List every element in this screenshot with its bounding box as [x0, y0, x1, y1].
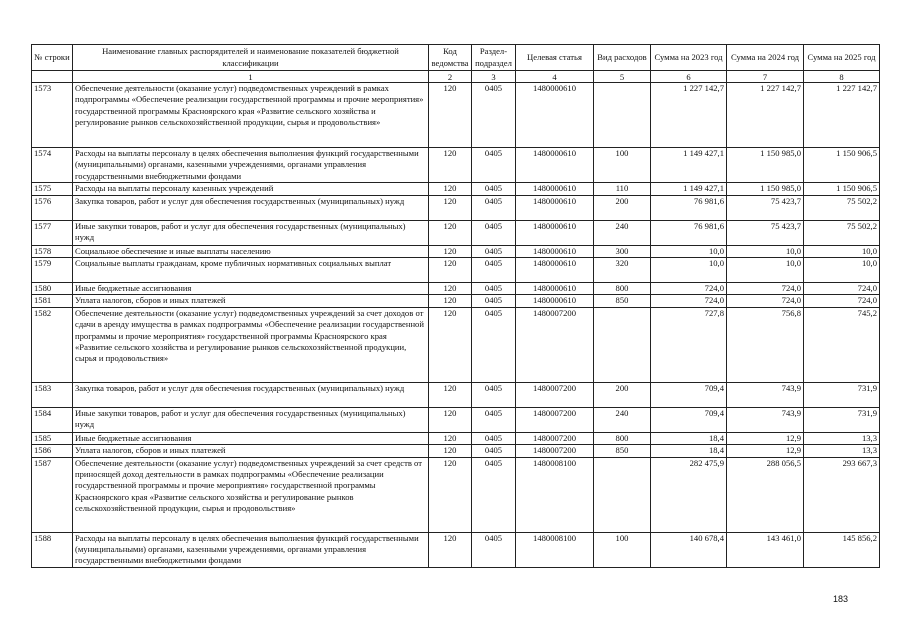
column-index-cell: 7 — [727, 71, 804, 83]
row-sum-2025: 10,0 — [804, 245, 880, 257]
row-name: Расходы на выплаты персоналу казенных учреждений — [73, 183, 429, 195]
row-expense-code: 200 — [594, 382, 651, 407]
row-section-code: 0405 — [472, 307, 516, 382]
row-number: 1586 — [32, 445, 73, 457]
row-number: 1576 — [32, 195, 73, 220]
row-expense-code: 240 — [594, 220, 651, 245]
row-section-code: 0405 — [472, 183, 516, 195]
row-dept-code: 120 — [429, 445, 472, 457]
header-row — [32, 45, 880, 71]
row-sum-2024: 75 423,7 — [727, 220, 804, 245]
row-sum-2023: 1 227 142,7 — [651, 83, 727, 148]
row-section-code: 0405 — [472, 245, 516, 257]
row-number: 1582 — [32, 307, 73, 382]
table-row — [32, 307, 880, 382]
row-sum-2023: 140 678,4 — [651, 532, 727, 567]
table-body — [32, 83, 880, 568]
row-section-code: 0405 — [472, 407, 516, 432]
table-row — [32, 220, 880, 245]
row-sum-2025: 1 150 906,5 — [804, 183, 880, 195]
row-dept-code: 120 — [429, 307, 472, 382]
row-number: 1573 — [32, 83, 73, 148]
row-number: 1583 — [32, 382, 73, 407]
row-sum-2023: 709,4 — [651, 382, 727, 407]
row-name: Иные бюджетные ассигнования — [73, 432, 429, 444]
row-section-code: 0405 — [472, 283, 516, 295]
row-dept-code: 120 — [429, 258, 472, 283]
header-section: Раздел-подраздел — [472, 45, 516, 71]
row-expense-code: 300 — [594, 245, 651, 257]
row-target-code: 1480007200 — [516, 307, 594, 382]
row-sum-2024: 143 461,0 — [727, 532, 804, 567]
row-sum-2024: 288 056,5 — [727, 457, 804, 532]
row-target-code: 1480007200 — [516, 407, 594, 432]
row-number: 1579 — [32, 258, 73, 283]
row-sum-2024: 743,9 — [727, 407, 804, 432]
row-section-code: 0405 — [472, 382, 516, 407]
row-number: 1588 — [32, 532, 73, 567]
row-dept-code: 120 — [429, 532, 472, 567]
row-expense-code: 200 — [594, 195, 651, 220]
row-target-code: 1480000610 — [516, 148, 594, 183]
row-expense-code — [594, 457, 651, 532]
header-target: Целевая статья — [516, 45, 594, 71]
row-expense-code: 800 — [594, 432, 651, 444]
row-target-code: 1480007200 — [516, 432, 594, 444]
row-sum-2024: 756,8 — [727, 307, 804, 382]
row-expense-code: 850 — [594, 295, 651, 307]
row-sum-2025: 13,3 — [804, 432, 880, 444]
row-sum-2024: 743,9 — [727, 382, 804, 407]
row-sum-2024: 12,9 — [727, 445, 804, 457]
table-row — [32, 245, 880, 257]
table-row — [32, 283, 880, 295]
row-number: 1580 — [32, 283, 73, 295]
header-sum-2023: Сумма на 2023 год — [651, 45, 727, 71]
table-row — [32, 432, 880, 444]
row-sum-2024: 724,0 — [727, 295, 804, 307]
row-name: Обеспечение деятельности (оказание услуг) подведомственных учреждений за счет доходов от сдачи в аренду имущества в рамках подпрограммы «Обеспечение реализации государственной программы и прочие мероприятия» государственной программы Красноярского края «Развитие сельского хозяйства и регулирование рынков сельскохозяйственной продукции, сырья и продовольствия» — [73, 307, 429, 382]
table-row — [32, 183, 880, 195]
header-row-no: № строки — [32, 45, 73, 71]
row-name: Иные закупки товаров, работ и услуг для обеспечения государственных (муниципальных) нужд — [73, 407, 429, 432]
column-index-cell: 8 — [804, 71, 880, 83]
row-sum-2023: 18,4 — [651, 432, 727, 444]
row-number: 1578 — [32, 245, 73, 257]
row-target-code: 1480000610 — [516, 245, 594, 257]
row-name: Уплата налогов, сборов и иных платежей — [73, 445, 429, 457]
row-name: Иные закупки товаров, работ и услуг для обеспечения государственных (муниципальных) нужд — [73, 220, 429, 245]
row-sum-2023: 76 981,6 — [651, 220, 727, 245]
row-number: 1577 — [32, 220, 73, 245]
row-sum-2023: 727,8 — [651, 307, 727, 382]
row-section-code: 0405 — [472, 83, 516, 148]
budget-table — [31, 44, 880, 568]
row-sum-2023: 10,0 — [651, 258, 727, 283]
row-name: Расходы на выплаты персоналу в целях обеспечения выполнения функций государственными (муниципальными) органами, казенными учреждениями, органами управления государственными внебюджетными фондами — [73, 148, 429, 183]
column-index-row — [32, 71, 880, 83]
row-dept-code: 120 — [429, 195, 472, 220]
row-sum-2024: 12,9 — [727, 432, 804, 444]
row-dept-code: 120 — [429, 382, 472, 407]
column-index-cell: 1 — [73, 71, 429, 83]
row-target-code: 1480000610 — [516, 258, 594, 283]
table-row — [32, 83, 880, 148]
row-section-code: 0405 — [472, 457, 516, 532]
row-sum-2023: 724,0 — [651, 283, 727, 295]
table-row — [32, 445, 880, 457]
row-sum-2025: 724,0 — [804, 295, 880, 307]
row-section-code: 0405 — [472, 258, 516, 283]
row-target-code: 1480008100 — [516, 532, 594, 567]
row-name: Социальные выплаты гражданам, кроме публичных нормативных социальных выплат — [73, 258, 429, 283]
row-target-code: 1480007200 — [516, 382, 594, 407]
row-dept-code: 120 — [429, 407, 472, 432]
row-sum-2023: 1 149 427,1 — [651, 148, 727, 183]
row-dept-code: 120 — [429, 432, 472, 444]
column-index-cell: 4 — [516, 71, 594, 83]
row-expense-code: 320 — [594, 258, 651, 283]
row-section-code: 0405 — [472, 445, 516, 457]
row-number: 1575 — [32, 183, 73, 195]
row-expense-code: 240 — [594, 407, 651, 432]
column-index-cell: 2 — [429, 71, 472, 83]
row-expense-code: 100 — [594, 532, 651, 567]
row-target-code: 1480008100 — [516, 457, 594, 532]
row-sum-2025: 724,0 — [804, 283, 880, 295]
row-name: Обеспечение деятельности (оказание услуг) подведомственных учреждений за счет средств от приносящей доход деятельности в рамках подпрограммы «Обеспечение реализации государственной программы и прочие мероприятия» государственной программы Красноярского края «Развитие сельского хозяйства и регулирование рынков сельскохозяйственной продукции, сырья и продовольствия» — [73, 457, 429, 532]
row-dept-code: 120 — [429, 220, 472, 245]
column-index-cell — [32, 71, 73, 83]
row-sum-2024: 10,0 — [727, 258, 804, 283]
row-section-code: 0405 — [472, 148, 516, 183]
header-sum-2025: Сумма на 2025 год — [804, 45, 880, 71]
row-dept-code: 120 — [429, 83, 472, 148]
row-name: Закупка товаров, работ и услуг для обеспечения государственных (муниципальных) нужд — [73, 382, 429, 407]
row-name: Уплата налогов, сборов и иных платежей — [73, 295, 429, 307]
row-dept-code: 120 — [429, 183, 472, 195]
budget-sheet — [31, 44, 880, 568]
row-section-code: 0405 — [472, 220, 516, 245]
row-dept-code: 120 — [429, 245, 472, 257]
row-sum-2023: 724,0 — [651, 295, 727, 307]
row-sum-2023: 709,4 — [651, 407, 727, 432]
table-row — [32, 532, 880, 567]
row-sum-2024: 1 150 985,0 — [727, 183, 804, 195]
row-sum-2023: 1 149 427,1 — [651, 183, 727, 195]
row-sum-2024: 1 150 985,0 — [727, 148, 804, 183]
row-expense-code: 100 — [594, 148, 651, 183]
row-sum-2025: 75 502,2 — [804, 220, 880, 245]
row-target-code: 1480000610 — [516, 283, 594, 295]
row-target-code: 1480000610 — [516, 295, 594, 307]
row-name: Закупка товаров, работ и услуг для обеспечения государственных (муниципальных) нужд — [73, 195, 429, 220]
row-dept-code: 120 — [429, 283, 472, 295]
table-row — [32, 148, 880, 183]
row-number: 1584 — [32, 407, 73, 432]
row-sum-2024: 75 423,7 — [727, 195, 804, 220]
row-sum-2023: 10,0 — [651, 245, 727, 257]
table-row — [32, 195, 880, 220]
row-section-code: 0405 — [472, 195, 516, 220]
row-section-code: 0405 — [472, 432, 516, 444]
row-sum-2023: 76 981,6 — [651, 195, 727, 220]
row-sum-2025: 145 856,2 — [804, 532, 880, 567]
row-expense-code: 850 — [594, 445, 651, 457]
row-expense-code: 800 — [594, 283, 651, 295]
row-expense-code — [594, 83, 651, 148]
row-sum-2025: 731,9 — [804, 382, 880, 407]
row-sum-2024: 724,0 — [727, 283, 804, 295]
page-number: 183 — [833, 594, 849, 604]
row-name: Социальное обеспечение и иные выплаты населению — [73, 245, 429, 257]
row-sum-2023: 282 475,9 — [651, 457, 727, 532]
column-index-cell: 3 — [472, 71, 516, 83]
row-name: Расходы на выплаты персоналу в целях обеспечения выполнения функций государственными (муниципальными) органами, казенными учреждениями, органами управления государственными внебюджетными фондами — [73, 532, 429, 567]
row-dept-code: 120 — [429, 295, 472, 307]
row-sum-2025: 1 150 906,5 — [804, 148, 880, 183]
row-number: 1581 — [32, 295, 73, 307]
row-sum-2025: 75 502,2 — [804, 195, 880, 220]
row-target-code: 1480000610 — [516, 83, 594, 148]
table-row — [32, 258, 880, 283]
row-target-code: 1480000610 — [516, 195, 594, 220]
row-sum-2023: 18,4 — [651, 445, 727, 457]
column-index-cell: 5 — [594, 71, 651, 83]
row-dept-code: 120 — [429, 148, 472, 183]
row-sum-2025: 731,9 — [804, 407, 880, 432]
row-sum-2025: 745,2 — [804, 307, 880, 382]
row-target-code: 1480007200 — [516, 445, 594, 457]
row-section-code: 0405 — [472, 532, 516, 567]
table-row — [32, 382, 880, 407]
row-sum-2025: 1 227 142,7 — [804, 83, 880, 148]
row-number: 1585 — [32, 432, 73, 444]
row-expense-code: 110 — [594, 183, 651, 195]
row-target-code: 1480000610 — [516, 220, 594, 245]
header-expense: Вид расходов — [594, 45, 651, 71]
row-name: Иные бюджетные ассигнования — [73, 283, 429, 295]
row-dept-code: 120 — [429, 457, 472, 532]
row-sum-2024: 10,0 — [727, 245, 804, 257]
header-dept: Код ведомства — [429, 45, 472, 71]
header-name: Наименование главных распорядителей и наименование показателей бюджетной классификации — [73, 45, 429, 71]
row-sum-2025: 293 667,3 — [804, 457, 880, 532]
row-sum-2025: 10,0 — [804, 258, 880, 283]
row-expense-code — [594, 307, 651, 382]
row-number: 1587 — [32, 457, 73, 532]
table-row — [32, 407, 880, 432]
table-row — [32, 295, 880, 307]
row-section-code: 0405 — [472, 295, 516, 307]
column-index-cell: 6 — [651, 71, 727, 83]
table-row — [32, 457, 880, 532]
row-number: 1574 — [32, 148, 73, 183]
row-sum-2024: 1 227 142,7 — [727, 83, 804, 148]
row-sum-2025: 13,3 — [804, 445, 880, 457]
row-name: Обеспечение деятельности (оказание услуг) подведомственных учреждений в рамках подпрограммы «Обеспечение реализации государственной программы и прочие мероприятия» государственной программы Красноярского края «Развитие сельского хозяйства и регулирование рынков сельскохозяйственной продукции, сырья и продовольствия» — [73, 83, 429, 148]
header-sum-2024: Сумма на 2024 год — [727, 45, 804, 71]
row-target-code: 1480000610 — [516, 183, 594, 195]
